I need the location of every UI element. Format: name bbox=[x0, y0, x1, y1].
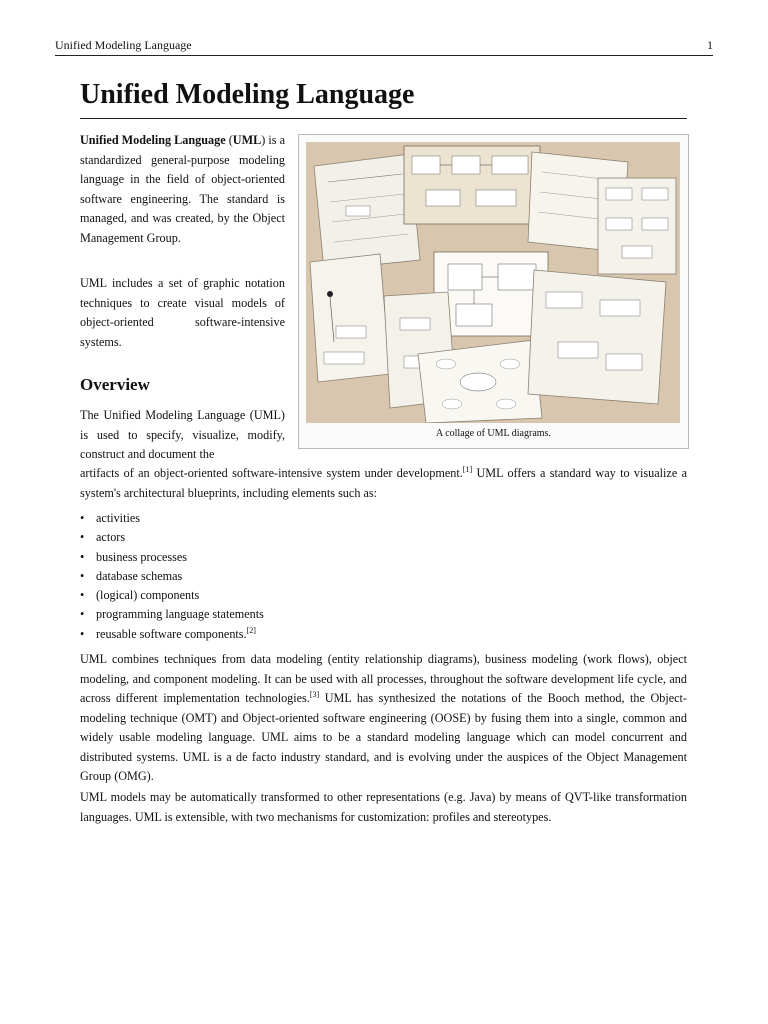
list-item bbox=[80, 567, 687, 586]
intro-paragraph-2-text: UML includes a set of graphic notation techniques to create visual models of object-oriented software-intensive systems. bbox=[80, 276, 285, 349]
bullet-dot-icon: • bbox=[80, 588, 85, 603]
paragraph-models: UML models may be automatically transformed to other representations (e.g. Java) by means of QVT-like transformation languages. UML is extensible, with two mechanisms for customization: profiles and stereotypes. bbox=[80, 790, 687, 824]
running-header bbox=[55, 37, 713, 56]
list-item bbox=[80, 605, 687, 624]
overview-text-start: The Unified Modeling Language (UML) is used to specify, visualize, modify, construct and document the bbox=[80, 408, 285, 461]
list-item-text: business processes bbox=[96, 549, 188, 564]
list-item bbox=[80, 625, 687, 644]
diagram-sheet-4 bbox=[598, 178, 676, 274]
list-item bbox=[80, 509, 687, 528]
list-item-text: actors bbox=[96, 530, 126, 545]
elements-list bbox=[80, 509, 687, 644]
intro-paren-open: ( bbox=[225, 133, 233, 147]
bullet-dot-icon: • bbox=[80, 607, 85, 622]
list-item-text: reusable software components. bbox=[96, 626, 247, 641]
intro-term: Unified Modeling Language bbox=[80, 133, 226, 147]
page-number: 1 bbox=[707, 38, 713, 52]
diagram-sheet-6 bbox=[434, 252, 548, 336]
overview-text-continued bbox=[80, 464, 687, 503]
list-item-text: (logical) components bbox=[96, 588, 200, 603]
overview-heading: Overview bbox=[80, 375, 150, 394]
overview-text-continue-2: UML offers a standard way to visualize a system's architectural blueprints, including elements such as: bbox=[80, 466, 687, 500]
list-item bbox=[80, 548, 687, 567]
uml-collage-figure bbox=[298, 134, 689, 449]
overview-intro-text bbox=[80, 406, 285, 465]
intro-paren-close: ) bbox=[261, 133, 266, 147]
bullet-dot-icon: • bbox=[80, 549, 85, 564]
bullet-dot-icon: • bbox=[80, 626, 85, 641]
paragraph-combines-a: UML combines techniques from data modeling (entity relationship diagrams), business modeling (work flows), object modeling, and component modeling. It can be used with all processes, throughout the software development life cycle, and across different implementation technologies. bbox=[80, 652, 687, 705]
paragraph-combines-b: UML has synthesized the notations of the Booch method, the Object-modeling technique (OMT) and Object-oriented software engineering (OOSE) by fusing them into a single, common and widely usable modeling language. UML aims to be a standard modeling language which can model concurrent and distributed systems. UML is a de facto industry standard, and is evolving under the auspices of the Object Management Group (OMG). bbox=[80, 691, 687, 783]
list-item-text: activities bbox=[96, 511, 140, 525]
intro-paragraph bbox=[80, 131, 285, 248]
running-header-title: Unified Modeling Language bbox=[55, 38, 192, 52]
page-title: Unified Modeling Language bbox=[80, 76, 687, 119]
bullet-dot-icon: • bbox=[80, 530, 85, 545]
list-item bbox=[80, 528, 687, 547]
overview-text-continue: artifacts of an object-oriented software-intensive system under development. bbox=[80, 466, 463, 480]
paragraph-combines bbox=[80, 650, 687, 787]
list-item-text: database schemas bbox=[96, 568, 183, 583]
uml-collage-image[interactable] bbox=[306, 142, 680, 423]
diagram-sheet-9 bbox=[528, 270, 666, 404]
citation-3[interactable]: [3] bbox=[309, 690, 320, 699]
intro-paragraph-2 bbox=[80, 274, 285, 352]
figure-caption: A collage of UML diagrams. bbox=[436, 428, 551, 439]
diagram-sheet-2 bbox=[404, 146, 540, 224]
list-item-text: programming language statements bbox=[96, 607, 264, 622]
intro-abbr: UML bbox=[232, 133, 262, 147]
bullet-dot-icon: • bbox=[80, 511, 85, 525]
list-item bbox=[80, 586, 687, 605]
citation-1[interactable]: [1] bbox=[462, 465, 473, 474]
intro-rest: is a standardized general-purpose modeling language in the field of object-oriented software engineering. The standard is managed, and was created, by the Object Management Group. bbox=[80, 133, 285, 245]
citation-2[interactable]: [2] bbox=[246, 625, 256, 635]
bullet-dot-icon: • bbox=[80, 568, 85, 583]
diagram-sheet-8 bbox=[418, 340, 542, 423]
diagram-sheet-5 bbox=[310, 254, 390, 382]
